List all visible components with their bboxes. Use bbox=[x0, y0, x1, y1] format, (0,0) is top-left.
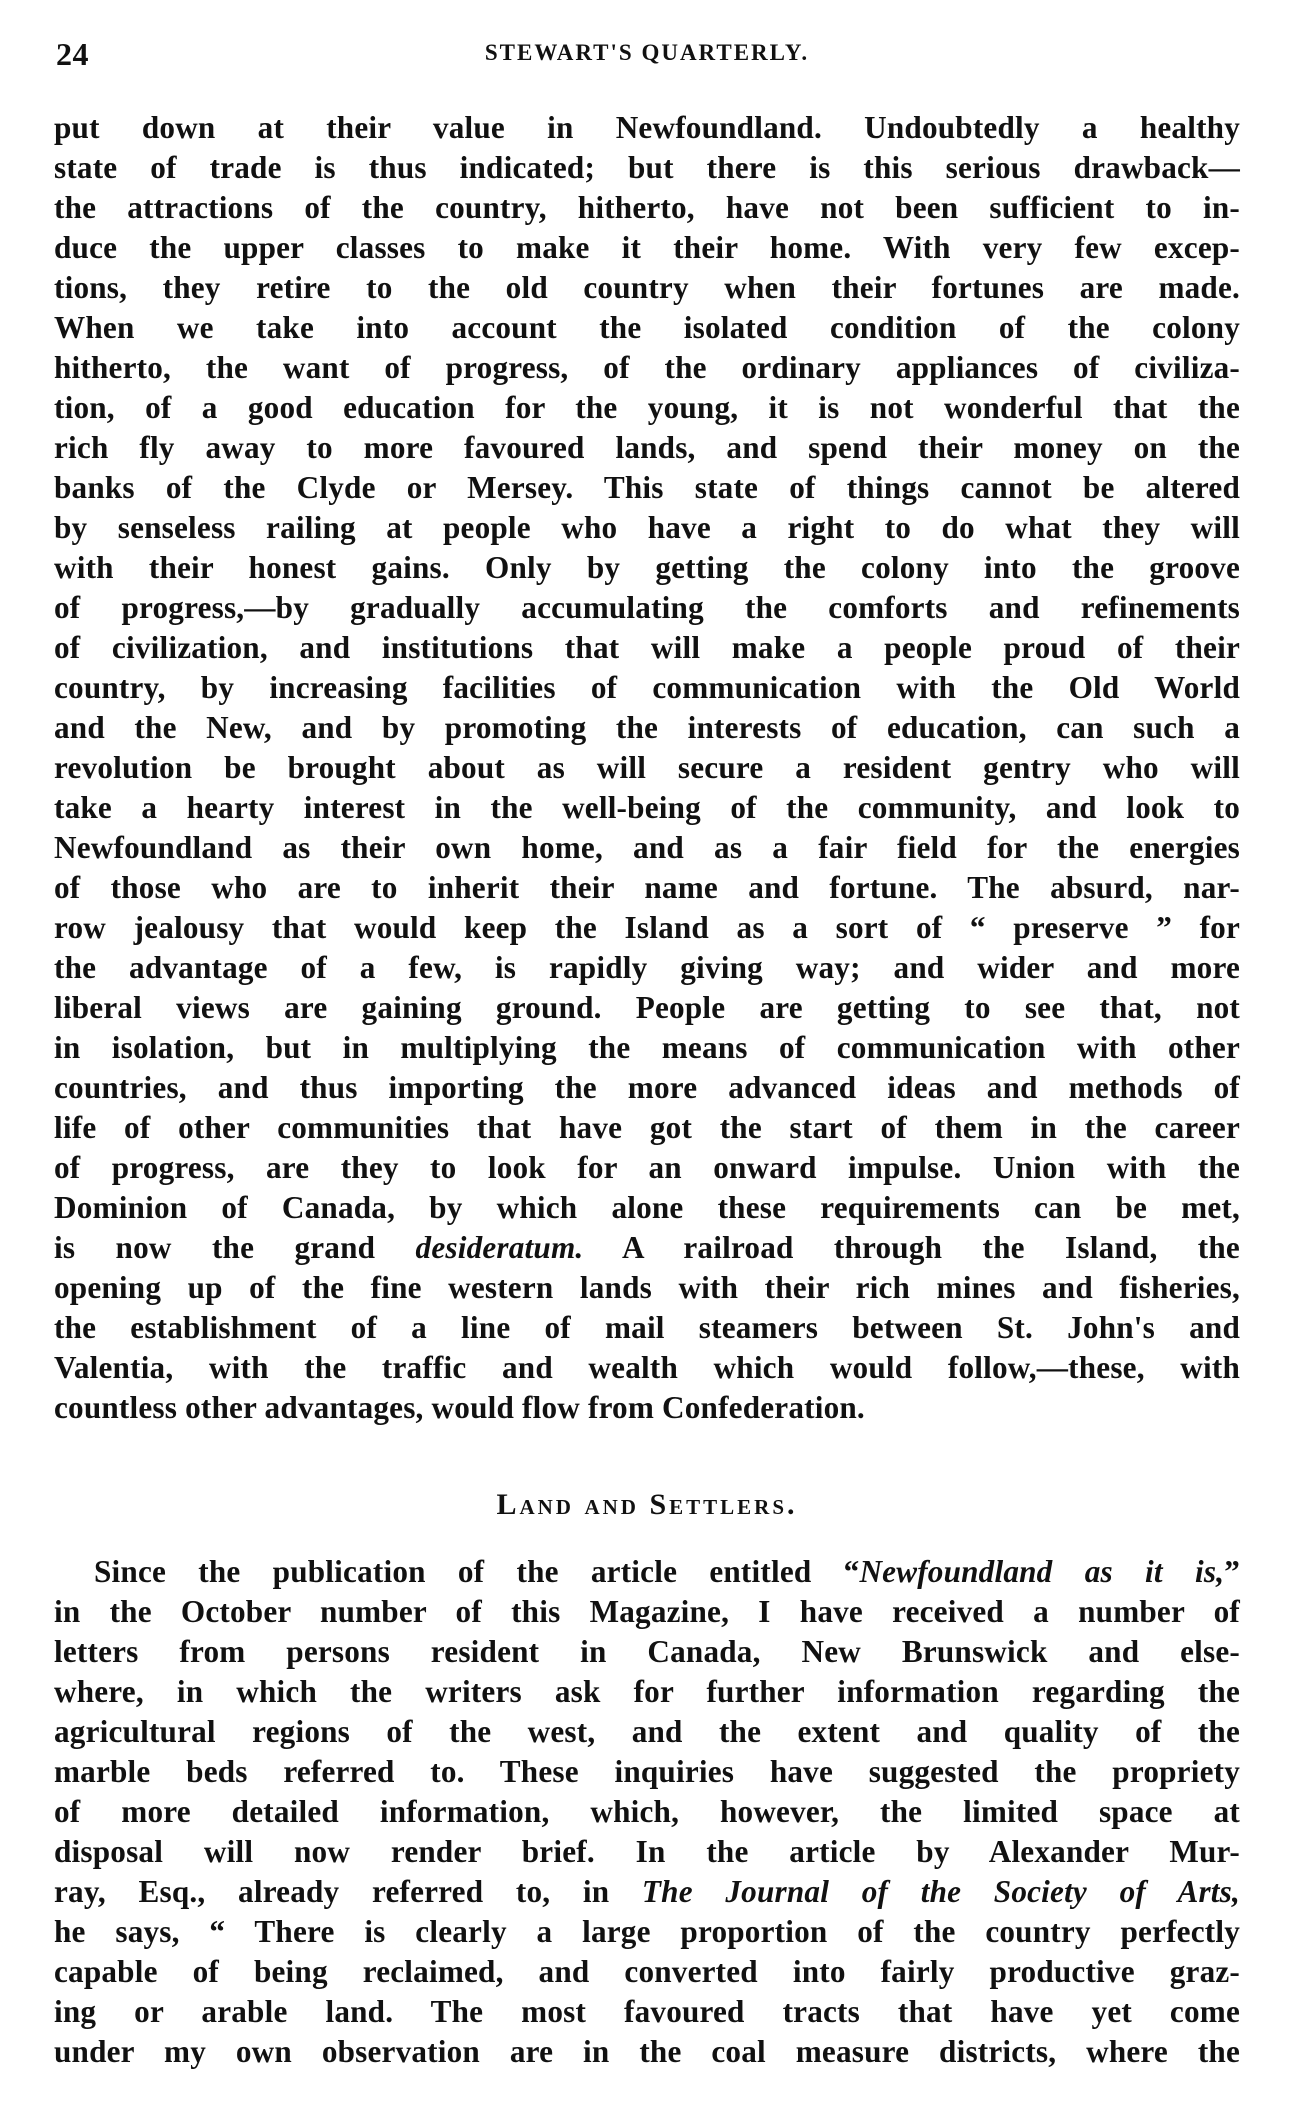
text-line: of progress,—by gradually accumulating the comforts and refinements bbox=[54, 590, 1240, 625]
text-line: rich fly away to more favoured lands, and spend their money on the bbox=[54, 430, 1240, 465]
text-line: the establishment of a line of mail steamers between St. John's and bbox=[54, 1310, 1240, 1345]
text-line: the advantage of a few, is rapidly giving way; and wider and more bbox=[54, 950, 1240, 985]
text-line: tions, they retire to the old country when their fortunes are made. bbox=[54, 270, 1240, 305]
text-line: where, in which the writers ask for further information regarding the bbox=[54, 1674, 1240, 1709]
text-line: he says, “ There is clearly a large proportion of the country perfectly bbox=[54, 1914, 1240, 1949]
text-line: in the October number of this Magazine, I have received a number of bbox=[54, 1594, 1240, 1629]
text-line: opening up of the fine western lands with their rich mines and fisheries, bbox=[54, 1270, 1240, 1305]
text-line-desideratum bbox=[54, 1228, 1240, 1268]
text-line: in isolation, but in multiplying the means of communication with other bbox=[54, 1030, 1240, 1065]
text-line: life of other communities that have got the start of them in the career bbox=[54, 1110, 1240, 1145]
text-run: A railroad through the Island, the bbox=[583, 1230, 1240, 1265]
text-line: revolution be brought about as will secure a resident gentry who will bbox=[54, 750, 1240, 785]
text-run: ray, Esq., already referred to, in bbox=[54, 1874, 642, 1909]
paragraph-land-and-settlers bbox=[54, 1552, 1240, 2072]
text-line: of those who are to inherit their name and fortune. The absurd, nar- bbox=[54, 870, 1240, 905]
text-line: Newfoundland as their own home, and as a fair field for the energies bbox=[54, 830, 1240, 865]
text-line: under my own observation are in the coal measure districts, where the bbox=[54, 2034, 1240, 2069]
text-line: of progress, are they to look for an onward impulse. Union with the bbox=[54, 1150, 1240, 1185]
text-line: marble beds referred to. These inquiries have suggested the propriety bbox=[54, 1754, 1240, 1789]
text-line: countless other advantages, would flow from Confederation. bbox=[54, 1390, 865, 1425]
text-line: When we take into account the isolated condition of the colony bbox=[54, 310, 1240, 345]
text-line: agricultural regions of the west, and the extent and quality of the bbox=[54, 1714, 1240, 1749]
text-line: state of trade is thus indicated; but there is this serious drawback— bbox=[54, 150, 1240, 185]
text-line: the attractions of the country, hitherto, have not been sufficient to in- bbox=[54, 190, 1240, 225]
journal-title: STEWART'S QUARTERLY. bbox=[484, 40, 810, 65]
text-line: hitherto, the want of progress, of the ordinary appliances of civiliza- bbox=[54, 350, 1240, 385]
text-line-journal-title bbox=[54, 1872, 1240, 1912]
italic-journal-title: The Journal of the Society of Arts, bbox=[641, 1874, 1240, 1909]
text-line: country, by increasing facilities of communication with the Old World bbox=[54, 670, 1240, 705]
text-line: ing or arable land. The most favoured tracts that have yet come bbox=[54, 1994, 1240, 2029]
text-line-article-title bbox=[54, 1552, 1240, 1592]
italic-term-desideratum: desideratum. bbox=[415, 1230, 584, 1265]
text-line: with their honest gains. Only by getting the colony into the groove bbox=[54, 550, 1240, 585]
text-run: Since the publication of the article entitled “ bbox=[94, 1554, 860, 1589]
text-line: disposal will now render brief. In the article by Alexander Mur- bbox=[54, 1834, 1240, 1869]
text-run: ” bbox=[1224, 1554, 1240, 1589]
text-line: duce the upper classes to make it their home. With very few excep- bbox=[54, 230, 1240, 265]
section-heading: Land and Settlers. bbox=[496, 1488, 798, 1521]
text-line: letters from persons resident in Canada, New Brunswick and else- bbox=[54, 1634, 1240, 1669]
text-line: capable of being reclaimed, and converted into fairly productive graz- bbox=[54, 1954, 1240, 1989]
text-line: row jealousy that would keep the Island as a sort of “ preserve ” for bbox=[54, 910, 1240, 945]
paragraph-confederation bbox=[54, 108, 1240, 1428]
text-run: is now the grand bbox=[54, 1230, 416, 1265]
page-number: 24 bbox=[56, 36, 89, 72]
text-line: banks of the Clyde or Mersey. This state of things cannot be altered bbox=[54, 470, 1240, 505]
text-line: liberal views are gaining ground. People are getting to see that, not bbox=[54, 990, 1240, 1025]
italic-article-title: Newfoundland as it is, bbox=[859, 1554, 1225, 1589]
text-line: by senseless railing at people who have a right to do what they will bbox=[54, 510, 1240, 545]
text-line: and the New, and by promoting the interests of education, can such a bbox=[54, 710, 1240, 745]
text-line: Dominion of Canada, by which alone these requirements can be met, bbox=[54, 1190, 1240, 1225]
text-line: countries, and thus importing the more advanced ideas and methods of bbox=[54, 1070, 1240, 1105]
book-page bbox=[54, 36, 1240, 2072]
text-line: tion, of a good education for the young, it is not wonderful that the bbox=[54, 390, 1240, 425]
text-line: Valentia, with the traffic and wealth which would follow,—these, with bbox=[54, 1350, 1240, 1385]
running-head bbox=[54, 36, 1240, 80]
text-line: of more detailed information, which, however, the limited space at bbox=[54, 1794, 1240, 1829]
text-line: take a hearty interest in the well-being of the community, and look to bbox=[54, 790, 1240, 825]
text-line: put down at their value in Newfoundland. Undoubtedly a healthy bbox=[54, 110, 1240, 145]
text-line: of civilization, and institutions that will make a people proud of their bbox=[54, 630, 1240, 665]
